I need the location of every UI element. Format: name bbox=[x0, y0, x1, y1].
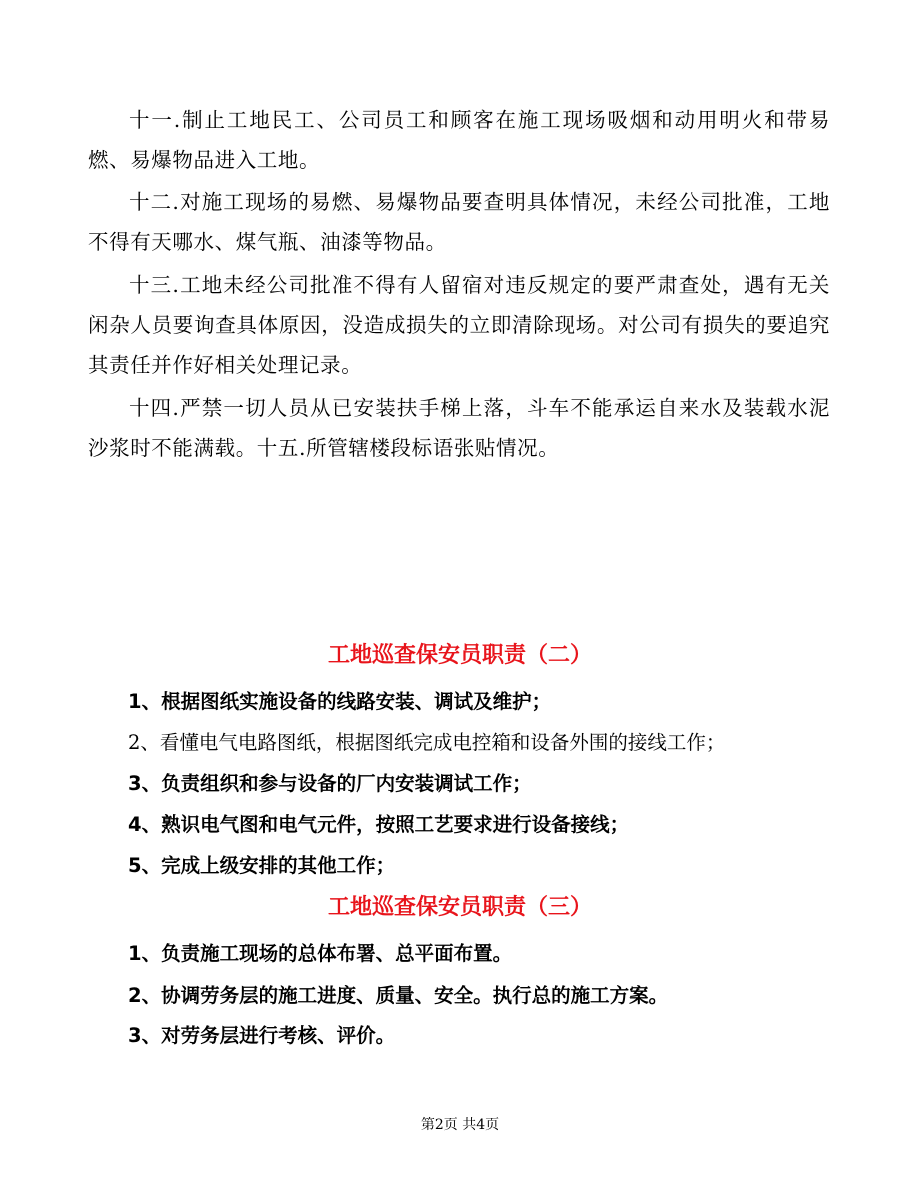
paragraph-13: 十三.工地未经公司批准不得有人留宿对违反规定的要严肃查处，遇有无关闲杂人员要询查具体原因，没造成损失的立即清除现场。对公司有损失的要追究其责任并作好相关处理记录。 bbox=[88, 273, 830, 377]
paragraph-14: 十四.严禁一切人员从已安装扶手梯上落，斗车不能承运自来水及装载水泥沙浆时不能满载。十五.所管辖楼段标语张贴情况。 bbox=[88, 396, 830, 460]
section-2-item-5: 5、完成上级安排的其他工作； bbox=[128, 854, 396, 877]
section-3-title: 工地巡查保安员职责（三） bbox=[327, 895, 592, 920]
section-2-item-3: 3、负责组织和参与设备的厂内安装调试工作； bbox=[128, 772, 532, 795]
section-2-item-4: 4、熟识电气图和电气元件，按照工艺要求进行设备接线； bbox=[128, 813, 630, 836]
section-2-item-1: 1、根据图纸实施设备的线路安装、调试及维护； bbox=[128, 690, 552, 713]
section-2-item-2: 2、看懂电气电路图纸，根据图纸完成电控箱和设备外围的接线工作； bbox=[128, 731, 726, 754]
paragraph-11: 十一.制止工地民工、公司员工和顾客在施工现场吸烟和动用明火和带易燃、易爆物品进入工地。 bbox=[88, 108, 830, 172]
section-3-item-3: 3、对劳务层进行考核、评价。 bbox=[128, 1024, 396, 1047]
page-number-footer: 第2页 共4页 bbox=[420, 1117, 500, 1133]
section-3-item-1: 1、负责施工现场的总体布署、总平面布置。 bbox=[128, 942, 513, 965]
paragraph-12: 十二.对施工现场的易燃、易爆物品要查明具体情况，未经公司批准，工地不得有天哪水、煤气瓶、油漆等物品。 bbox=[88, 190, 830, 254]
section-3-item-2: 2、协调劳务层的施工进度、质量、安全。执行总的施工方案。 bbox=[128, 984, 669, 1007]
section-2-title: 工地巡查保安员职责（二） bbox=[327, 643, 592, 668]
